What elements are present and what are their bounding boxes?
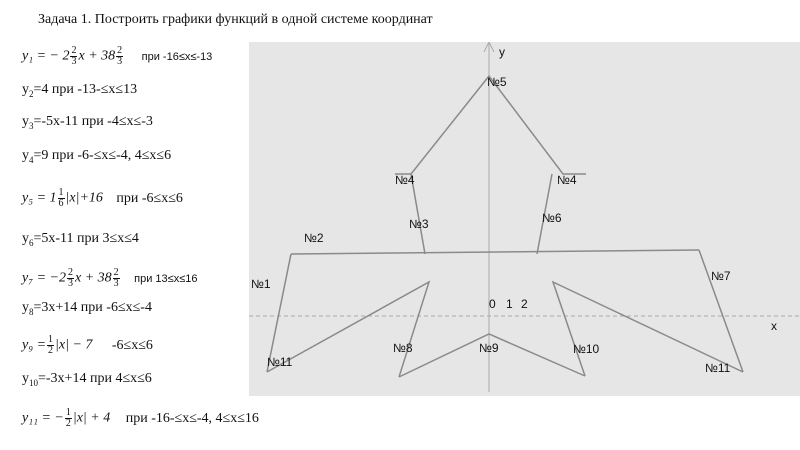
frac-num: 2 bbox=[113, 267, 119, 278]
eq-y4-sub: 4 bbox=[29, 154, 34, 165]
eq-y5-condition: при -6≤x≤6 bbox=[116, 190, 183, 206]
x-axis-label: x bbox=[771, 319, 777, 333]
eq-y9-lhs: y₉ = bbox=[22, 337, 47, 353]
frac-num: 2 bbox=[67, 267, 73, 278]
eq-y10-name: y bbox=[22, 371, 29, 386]
eq-y9-fraction bbox=[47, 335, 54, 356]
label-n7: №7 bbox=[711, 269, 731, 283]
frac-den: 3 bbox=[67, 278, 73, 289]
label-n4-left: №4 bbox=[395, 173, 415, 187]
label-n3: №3 bbox=[409, 217, 429, 231]
tick-1-label: 1 bbox=[506, 297, 513, 311]
frac-den: 3 bbox=[117, 56, 123, 67]
label-n8: №8 bbox=[393, 341, 413, 355]
equation-y9 bbox=[22, 335, 153, 356]
figure-lines bbox=[267, 76, 743, 377]
eq-y11-mid: |x| + 4 bbox=[72, 410, 111, 426]
eq-y1-mid: x + 38 bbox=[78, 48, 116, 64]
label-n2: №2 bbox=[304, 231, 324, 245]
graph-drawing bbox=[249, 42, 800, 396]
equation-y2 bbox=[22, 82, 137, 99]
eq-y5-lhs: y₅ = 1 bbox=[22, 190, 57, 206]
frac-num: 1 bbox=[65, 407, 71, 418]
eq-y3-rest: =-5x-11 при -4≤x≤-3 bbox=[33, 114, 153, 129]
label-n11-left: №11 bbox=[267, 355, 293, 369]
equation-y1 bbox=[22, 46, 212, 67]
eq-y1-lhs: y₁ = − 2 bbox=[22, 48, 70, 64]
eq-y2-sub: 2 bbox=[29, 88, 34, 99]
eq-y9-condition: -6≤x≤6 bbox=[111, 337, 153, 353]
eq-y10-rest: =-3x+14 при 4≤x≤6 bbox=[38, 371, 152, 386]
eq-y11-fraction bbox=[65, 408, 72, 429]
label-n11-right: №11 bbox=[705, 361, 731, 375]
eq-y2-rest: =4 при -13-≤x≤13 bbox=[33, 82, 138, 97]
eq-y1-condition: при -16≤x≤-13 bbox=[141, 50, 213, 63]
frac-den: 6 bbox=[58, 198, 64, 209]
eq-y3-sub: 3 bbox=[29, 120, 34, 131]
origin-label: 0 bbox=[489, 297, 496, 311]
line-n2 bbox=[291, 250, 699, 254]
eq-y4-name: y bbox=[22, 148, 29, 163]
equation-y8 bbox=[22, 300, 152, 317]
label-n4-right: №4 bbox=[557, 173, 577, 187]
eq-y1-fraction bbox=[70, 46, 77, 67]
frac-den: 3 bbox=[113, 278, 119, 289]
roof-line bbox=[395, 76, 586, 174]
equation-y6 bbox=[22, 231, 139, 248]
label-n1: №1 bbox=[251, 277, 271, 291]
eq-y6-rest: =5x-11 при 3≤x≤4 bbox=[33, 231, 139, 246]
eq-y1-fraction-const bbox=[116, 46, 123, 67]
equation-y7 bbox=[22, 268, 197, 289]
equation-y10 bbox=[22, 371, 152, 388]
frac-den: 2 bbox=[48, 345, 54, 356]
eq-y8-rest: =3x+14 при -6≤x≤-4 bbox=[33, 300, 152, 315]
eq-y10-sub: 10 bbox=[29, 377, 38, 388]
eq-y7-fraction bbox=[67, 268, 74, 289]
equation-y5 bbox=[22, 188, 183, 209]
label-n9: №9 bbox=[479, 341, 499, 355]
graph-photo bbox=[249, 42, 800, 396]
eq-y9-mid: |x| − 7 bbox=[55, 337, 93, 353]
equation-y4 bbox=[22, 148, 171, 165]
y-axis-label: y bbox=[499, 45, 505, 59]
label-n5: №5 bbox=[487, 75, 507, 89]
eq-y5-fraction bbox=[58, 188, 65, 209]
label-n6: №6 bbox=[542, 211, 562, 225]
frac-num: 2 bbox=[71, 45, 77, 56]
eq-y7-condition: при 13≤x≤16 bbox=[134, 272, 198, 285]
eq-y7-lhs: y₇ = −2 bbox=[22, 270, 66, 286]
eq-y11-condition: при -16-≤x≤-4, 4≤x≤16 bbox=[125, 410, 259, 426]
eq-y11-lhs: y₁₁ = − bbox=[22, 410, 64, 426]
eq-y5-mid: |x|+16 bbox=[65, 190, 103, 206]
task-title: Задача 1. Построить графики функций в одной системе координат bbox=[38, 12, 433, 27]
equation-y3 bbox=[22, 114, 153, 131]
eq-y7-mid: x + 38 bbox=[74, 270, 112, 286]
eq-y8-name: y bbox=[22, 300, 29, 315]
frac-num: 2 bbox=[117, 45, 123, 56]
frac-num: 1 bbox=[58, 187, 64, 198]
frac-den: 2 bbox=[65, 418, 71, 429]
equation-y11 bbox=[22, 408, 259, 429]
eq-y8-sub: 8 bbox=[29, 306, 34, 317]
eq-y4-rest: =9 при -6-≤x≤-4, 4≤x≤6 bbox=[33, 148, 172, 163]
eq-y3-name: y bbox=[22, 114, 29, 129]
frac-num: 1 bbox=[48, 334, 54, 345]
eq-y7-fraction-const bbox=[113, 268, 120, 289]
eq-y6-name: y bbox=[22, 231, 29, 246]
frac-den: 3 bbox=[71, 56, 77, 67]
tick-2-label: 2 bbox=[521, 297, 528, 311]
eq-y6-sub: 6 bbox=[29, 237, 34, 248]
eq-y2-name: y bbox=[22, 82, 29, 97]
label-n10: №10 bbox=[573, 342, 600, 356]
